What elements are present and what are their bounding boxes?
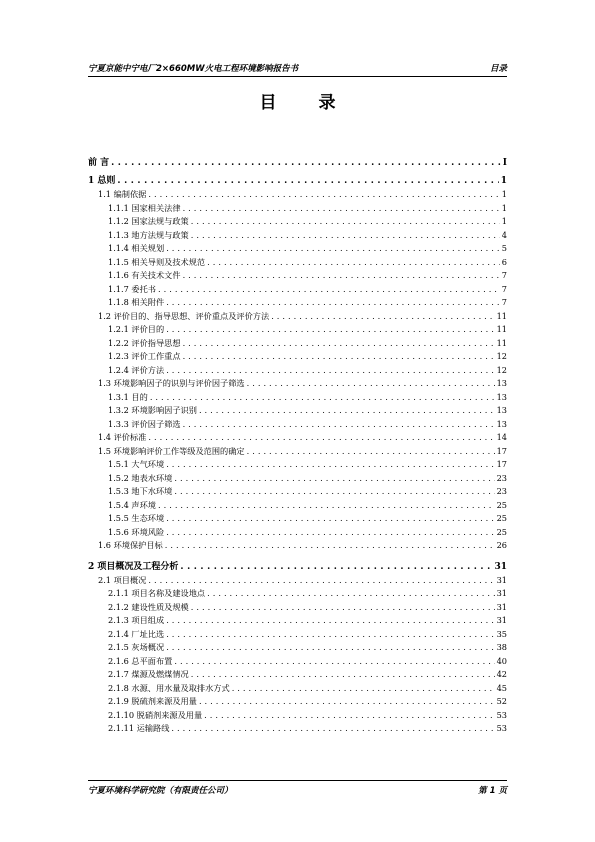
toc-entry[interactable] <box>88 419 507 433</box>
toc-entry-page: 31 <box>496 601 507 612</box>
toc-entry[interactable] <box>88 203 507 217</box>
toc-leader-dots <box>158 284 500 294</box>
toc-entry-page: 13 <box>496 405 507 415</box>
toc-entry-title: 1.5.4 声环境 <box>108 499 156 510</box>
toc-leader-dots <box>166 243 500 253</box>
toc-entry-page: 7 <box>501 283 507 294</box>
toc-entry-title: 1.1.1 国家相关法律 <box>108 202 181 213</box>
toc-entry-page: 23 <box>496 486 507 496</box>
toc-leader-dots <box>204 710 494 720</box>
toc-entry-page: 53 <box>496 709 507 720</box>
toc-entry-title: 1.2.1 评价目的 <box>108 324 165 334</box>
toc-leader-dots <box>174 486 494 496</box>
toc-entry-page: 53 <box>496 723 507 733</box>
toc-leader-dots <box>247 446 495 456</box>
toc-leader-dots <box>117 176 498 186</box>
toc-entry-title: 2.1.3 项目组成 <box>108 615 165 625</box>
page-title: 目 录 <box>259 93 354 113</box>
toc-entry-page: 25 <box>496 513 507 523</box>
toc-entry-page: 11 <box>496 310 507 321</box>
toc-entry[interactable] <box>88 405 507 419</box>
toc-entry-title: 2.1.9 脱硫剂来源及用量 <box>108 696 197 706</box>
toc-leader-dots <box>166 324 494 334</box>
toc-entry-page: 40 <box>496 655 507 666</box>
toc-leader-dots <box>207 257 500 267</box>
toc-leader-dots <box>148 432 494 442</box>
toc-leader-dots <box>166 459 494 469</box>
toc-entry-page: 31 <box>496 574 507 585</box>
toc-entry-page: 26 <box>496 540 507 550</box>
toc-entry-page: 1 <box>501 189 507 199</box>
toc-leader-dots <box>191 669 495 679</box>
toc-leader-dots <box>183 338 495 348</box>
toc-leader-dots <box>171 723 494 733</box>
header-section: 目录 <box>489 64 507 74</box>
toc-entry[interactable] <box>88 588 507 602</box>
toc-leader-dots <box>166 615 494 625</box>
toc-entry-page: 23 <box>496 472 507 483</box>
toc-entry-page: 1 <box>500 176 507 186</box>
toc-entry[interactable] <box>88 392 507 406</box>
toc-entry-page: 1 <box>501 202 507 213</box>
toc-entry[interactable] <box>88 243 507 257</box>
toc-entry[interactable] <box>88 189 507 203</box>
toc-entry[interactable] <box>88 297 507 311</box>
toc-entry-page: 5 <box>501 243 507 253</box>
toc-entry-title: 1.2.3 评价工作重点 <box>108 351 181 361</box>
toc-leader-dots <box>207 588 494 598</box>
toc-entry-title: 2 项目概况及工程分析 <box>88 561 179 572</box>
toc-entry[interactable] <box>88 723 507 737</box>
toc-entry[interactable] <box>88 270 507 284</box>
toc-leader-dots <box>191 216 500 226</box>
toc-entry-title: 1.3 环境影响因子的识别与评价因子筛选 <box>98 378 245 388</box>
toc-entry[interactable] <box>88 230 507 244</box>
page-footer <box>88 780 507 796</box>
toc-entry[interactable] <box>88 311 507 325</box>
toc-leader-dots <box>150 392 495 402</box>
toc-leader-dots <box>199 405 495 415</box>
toc-entry-page: 12 <box>496 351 507 361</box>
table-of-contents <box>88 150 507 737</box>
toc-entry[interactable] <box>88 513 507 527</box>
toc-entry-title: 1.1.6 有关技术文件 <box>108 270 181 280</box>
toc-leader-dots <box>191 230 500 240</box>
toc-entry-title: 2.1.8 水源、用水量及取排水方式 <box>108 682 230 693</box>
toc-entry-page: 17 <box>496 459 507 469</box>
toc-entry-page: 38 <box>496 642 507 652</box>
toc-entry-title: 1.3.1 目的 <box>108 391 148 402</box>
toc-entry-title: 1.5 环境影响评价工作等级及范围的确定 <box>98 445 245 456</box>
toc-entry-page: 14 <box>496 432 507 442</box>
toc-entry[interactable] <box>88 338 507 352</box>
toc-entry-title: 2.1 项目概况 <box>98 574 147 585</box>
toc-leader-dots <box>183 351 495 361</box>
toc-entry-title: 1.2.2 评价指导思想 <box>108 337 181 348</box>
toc-entry-title: 1.1.7 委托书 <box>108 283 156 294</box>
toc-entry[interactable] <box>88 459 507 473</box>
toc-entry[interactable] <box>88 540 507 554</box>
toc-entry-page: 25 <box>496 499 507 510</box>
toc-entry[interactable] <box>88 257 507 271</box>
toc-leader-dots <box>148 575 494 585</box>
toc-entry-title: 2.1.11 运输路线 <box>108 723 170 733</box>
toc-leader-dots <box>199 696 495 706</box>
toc-entry-title: 1.1.2 国家法规与政策 <box>108 216 189 226</box>
toc-entry[interactable] <box>88 216 507 230</box>
toc-entry[interactable] <box>88 629 507 643</box>
toc-entry[interactable] <box>88 446 507 460</box>
toc-leader-dots <box>166 513 494 523</box>
toc-entry-title: 1.5.6 环境风险 <box>108 526 165 537</box>
toc-leader-dots <box>180 562 492 572</box>
toc-entry-page: 13 <box>496 391 507 402</box>
toc-entry[interactable] <box>88 696 507 710</box>
toc-entry-title: 2.1.6 总平面布置 <box>108 655 173 666</box>
toc-entry[interactable] <box>88 575 507 589</box>
toc-entry-title: 1.1.8 相关附件 <box>108 297 165 307</box>
toc-entry-page: 4 <box>501 229 507 240</box>
toc-entry-title: 1.5.1 大气环境 <box>108 459 165 469</box>
header-title: 宁夏京能中宁电厂2×660MW火电工程环境影响报告书 <box>88 64 299 74</box>
toc-entry-page: 31 <box>494 561 507 572</box>
toc-entry[interactable] <box>88 656 507 670</box>
toc-entry-title: 1.5.5 生态环境 <box>108 513 165 523</box>
toc-leader-dots <box>271 311 494 321</box>
toc-entry[interactable] <box>88 602 507 616</box>
toc-entry-title: 2.1.2 建设性质及规模 <box>108 601 189 612</box>
toc-entry-title: 1.1.4 相关规划 <box>108 243 165 253</box>
toc-entry-title: 1 总则 <box>88 176 116 186</box>
toc-leader-dots <box>174 656 494 666</box>
toc-entry[interactable] <box>88 324 507 338</box>
toc-entry-page: 12 <box>496 364 507 375</box>
toc-entry-page: 13 <box>496 378 507 388</box>
toc-entry[interactable] <box>88 710 507 724</box>
toc-entry-page: 7 <box>501 270 507 280</box>
toc-leader-dots <box>166 365 494 375</box>
toc-entry-title: 2.1.4 厂址比选 <box>108 628 165 639</box>
toc-entry[interactable] <box>88 486 507 500</box>
toc-entry[interactable] <box>88 500 507 514</box>
toc-entry-page: I <box>502 158 507 168</box>
toc-entry-title: 2.1.10 脱硝剂来源及用量 <box>108 709 203 720</box>
toc-leader-dots <box>191 602 495 612</box>
toc-entry-page: 13 <box>496 418 507 429</box>
toc-entry-title: 前 言 <box>88 158 110 168</box>
toc-leader-dots <box>158 500 495 510</box>
toc-entry-title: 1.5.3 地下水环境 <box>108 486 173 496</box>
toc-entry-page: 45 <box>496 682 507 693</box>
toc-entry-title: 2.1.1 项目名称及建设地点 <box>108 588 206 598</box>
toc-entry[interactable] <box>88 365 507 379</box>
toc-entry[interactable] <box>88 473 507 487</box>
toc-entry-page: 11 <box>496 324 507 334</box>
toc-entry-title: 2.1.5 灰场概况 <box>108 642 165 652</box>
toc-entry-title: 1.2.4 评价方法 <box>108 364 165 375</box>
toc-entry[interactable] <box>88 432 507 446</box>
toc-entry[interactable] <box>88 527 507 541</box>
toc-entry[interactable] <box>88 683 507 697</box>
toc-entry[interactable] <box>88 378 507 392</box>
toc-entry-title: 1.5.2 地表水环境 <box>108 472 173 483</box>
toc-leader-dots <box>111 158 501 168</box>
toc-leader-dots <box>183 419 495 429</box>
toc-leader-dots <box>247 378 495 388</box>
toc-entry-title: 1.3.3 评价因子筛选 <box>108 418 181 429</box>
toc-entry-title: 1.4 评价标准 <box>98 432 147 442</box>
toc-leader-dots <box>166 642 494 652</box>
toc-entry-title: 1.1.3 地方法规与政策 <box>108 229 189 240</box>
toc-entry-page: 35 <box>496 628 507 639</box>
toc-entry-title: 2.1.7 煤源及燃煤情况 <box>108 669 189 679</box>
toc-entry[interactable] <box>88 669 507 683</box>
toc-entry-page: 31 <box>496 588 507 598</box>
footer-page-number: 第 1 页 <box>478 786 507 796</box>
toc-entry[interactable] <box>88 155 507 168</box>
toc-entry-page: 31 <box>496 615 507 625</box>
toc-entry-page: 25 <box>496 526 507 537</box>
toc-entry-title: 1.3.2 环境影响因子识别 <box>108 405 197 415</box>
toc-entry-page: 1 <box>501 216 507 226</box>
toc-entry[interactable] <box>88 559 507 572</box>
toc-entry-title: 1.2 评价目的、指导思想、评价重点及评价方法 <box>98 310 270 321</box>
toc-leader-dots <box>166 629 494 639</box>
toc-leader-dots <box>183 203 500 213</box>
toc-entry-title: 1.1.5 相关导则及技术规范 <box>108 256 206 267</box>
toc-entry-page: 17 <box>496 445 507 456</box>
toc-leader-dots <box>165 540 495 550</box>
toc-leader-dots <box>174 473 494 483</box>
page-header <box>88 62 507 77</box>
toc-leader-dots <box>148 189 499 199</box>
toc-entry-title: 1.6 环境保护目标 <box>98 540 163 550</box>
toc-entry-page: 7 <box>501 297 507 307</box>
toc-entry[interactable] <box>88 642 507 656</box>
toc-entry-title: 1.1 编制依据 <box>98 189 147 199</box>
toc-leader-dots <box>166 297 500 307</box>
toc-leader-dots <box>166 527 494 537</box>
toc-entry[interactable] <box>88 173 507 186</box>
toc-leader-dots <box>183 270 500 280</box>
toc-entry-page: 52 <box>496 696 507 706</box>
toc-leader-dots <box>232 683 495 693</box>
toc-entry-page: 6 <box>501 256 507 267</box>
toc-entry-page: 42 <box>496 669 507 679</box>
toc-entry[interactable] <box>88 284 507 298</box>
toc-entry[interactable] <box>88 351 507 365</box>
toc-entry[interactable] <box>88 615 507 629</box>
footer-organization: 宁夏环境科学研究院（有限责任公司） <box>88 786 233 796</box>
toc-entry-page: 11 <box>496 337 507 348</box>
